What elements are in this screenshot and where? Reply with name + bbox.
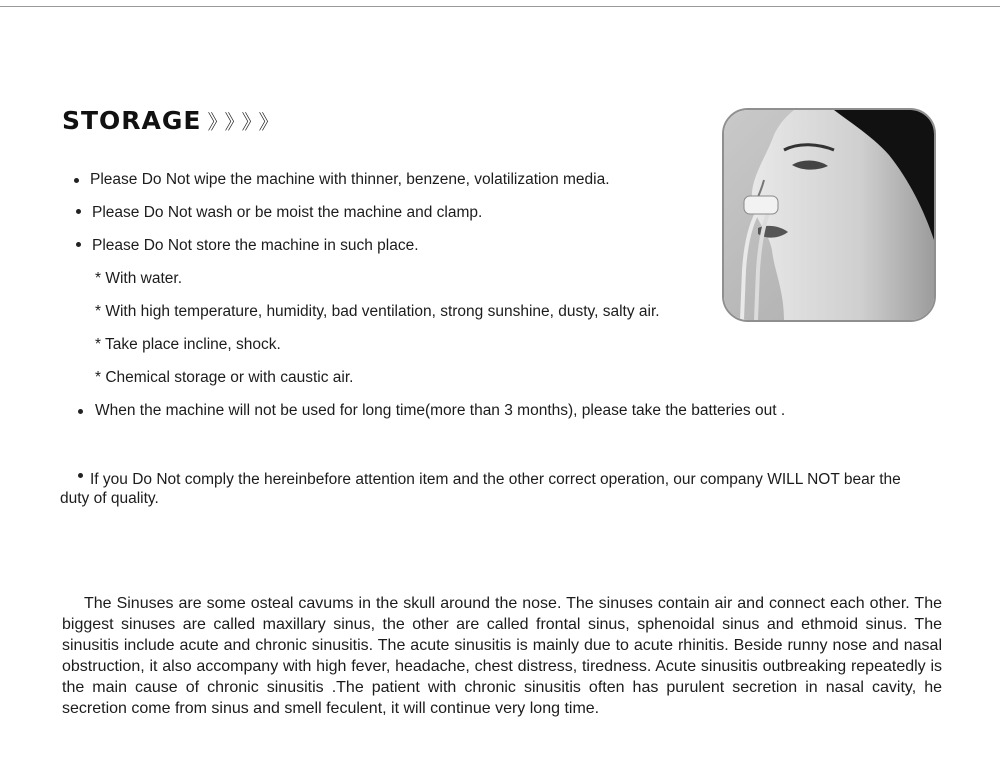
storage-title: STORAGE: [62, 106, 202, 135]
sub-item-chemical: * Chemical storage or with caustic air.: [95, 369, 354, 386]
storage-heading: [62, 106, 286, 135]
sub-item-environment: * With high temperature, humidity, bad ventilation, strong sunshine, dusty, salty air.: [95, 303, 660, 320]
bullet-icon: [76, 242, 81, 247]
top-divider: [0, 6, 1000, 7]
sinus-description: The Sinuses are some osteal cavums in the skull around the nose. The sinuses contain air and connect each other. The biggest sinuses are called maxillary sinus, the other are called frontal sinus, sphenoidal sinus and ethmoid sinus. The sinusitis include acute and chronic sinusitis. The acute sinusitis is mainly due to acute rhinitis. Beside runny nose and nasal obstruction, it also accompany with high fever, headache, chest distress, tiredness. Acute sinusitis outbreaking repeatedly is the main cause of chronic sinusitis .The patient with chronic sinusitis often has purulent secretion in nasal cavity, he secretion come from sinus and smell feculent, it will continue very long time.: [62, 595, 942, 717]
woman-with-nasal-clip-photo: [722, 108, 936, 322]
bullet-icon: [74, 178, 79, 183]
sub-item-incline: * Take place incline, shock.: [95, 336, 281, 353]
sub-item-water: * With water.: [95, 270, 182, 287]
quality-disclaimer: [60, 470, 930, 508]
storage-rule-3: Please Do Not store the machine in such place.: [92, 237, 419, 254]
quality-disclaimer-text: If you Do Not comply the hereinbefore attention item and the other correct operation, our company WILL NOT bear the duty of quality.: [60, 471, 901, 507]
long-term-storage-rule: When the machine will not be used for long time(more than 3 months), please take the batteries out .: [95, 402, 786, 419]
bullet-icon: [76, 209, 81, 214]
storage-rule-1: Please Do Not wipe the machine with thinner, benzene, volatilization media.: [90, 171, 610, 188]
storage-rule-2: Please Do Not wash or be moist the machine and clamp.: [92, 204, 483, 221]
face-illustration: [724, 110, 934, 320]
bullet-icon: [78, 409, 83, 414]
double-chevron-icons: 》》》》: [207, 112, 286, 134]
